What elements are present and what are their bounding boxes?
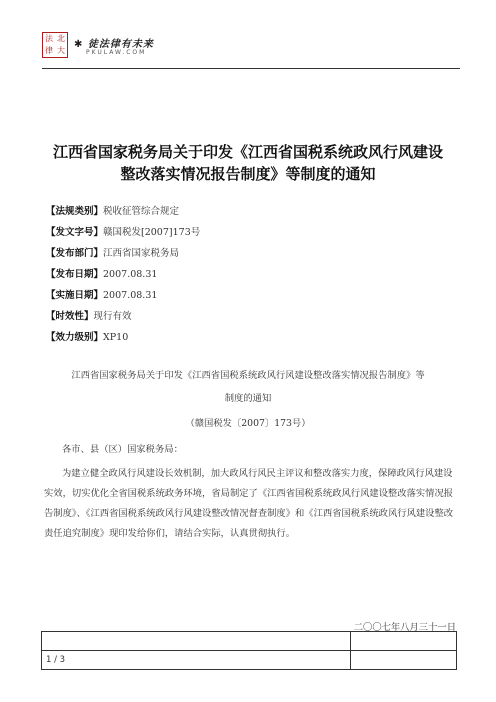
meta-key: 【实施日期】	[46, 290, 104, 301]
logo-char: 北	[57, 34, 65, 43]
letter-body	[44, 440, 456, 544]
pkulaw-logo-seal	[42, 32, 68, 58]
page-footer	[41, 631, 457, 670]
meta-value: 江西省国家税务局	[103, 248, 180, 259]
logo-char: 律	[45, 46, 53, 55]
logo-char: 法	[45, 34, 53, 43]
site-header	[42, 30, 460, 70]
meta-category	[46, 205, 466, 226]
meta-value: XP10	[103, 332, 129, 343]
meta-key: 【时效性】	[46, 311, 94, 322]
meta-publish-date	[46, 268, 466, 289]
meta-value: 2007.08.31	[103, 290, 158, 301]
meta-effective-date	[46, 289, 466, 310]
meta-key: 【发布部门】	[46, 248, 104, 259]
meta-doc-number	[46, 226, 466, 247]
page-number: 1 / 3	[42, 651, 351, 670]
doc-number: （赣国税发〔2007〕173号）	[185, 418, 311, 429]
footer-cell-right	[351, 651, 457, 670]
meta-value: 现行有效	[93, 311, 132, 322]
title-line-2: 整改落实情况报告制度》等制度的通知	[120, 165, 376, 183]
logo-char: 大	[57, 46, 65, 55]
footer-cell-empty	[42, 632, 351, 651]
meta-key: 【发布日期】	[46, 269, 104, 280]
brand-slogan: ✱ 徒法律有未来	[74, 39, 154, 50]
issue-date: 二〇〇七年八月三十一日	[353, 622, 456, 633]
meta-value: 赣国税发[2007]173号	[103, 227, 201, 238]
meta-value: 2007.08.31	[103, 269, 158, 280]
header-divider	[42, 68, 460, 69]
footer-cell-empty-right	[351, 632, 457, 651]
meta-issuer	[46, 247, 466, 268]
meta-validity	[46, 310, 466, 331]
salutation: 各市、县（区）国家税务局：	[62, 444, 183, 455]
doc-title-line-1: 江西省国家税务局关于印发《江西省国税系统政风行风建设整改落实情况报告制度》等	[71, 370, 425, 381]
title-line-1: 江西省国家税务局关于印发《江西省国税系统政风行风建设	[52, 143, 443, 161]
brand-url: PKULAW.COM	[86, 49, 147, 56]
page-title	[30, 141, 466, 185]
body-paragraph: 为建立健全政风行风建设长效机制，加大政风行风民主评议和整改落实力度，保障政风行风建设实效，切实优化全省国税系统政务环境，省局制定了《江西省国税系统政风行风建设整改落实情况报告制度》、《江西省国税系统政风行风建设整改情况督查制度》和《江西省国税系统政风行风建设整改责任追究制度》现印发给你们，请结合实际，认真贯彻执行。	[44, 468, 454, 539]
meta-level	[46, 331, 466, 352]
doc-title-line-2: 制度的通知	[224, 393, 272, 404]
meta-key: 【法规类别】	[46, 206, 104, 217]
meta-key: 【发文字号】	[46, 227, 104, 238]
metadata-list	[46, 205, 466, 352]
meta-key: 【效力级别】	[46, 332, 104, 343]
meta-value: 税收征管综合规定	[103, 206, 180, 217]
